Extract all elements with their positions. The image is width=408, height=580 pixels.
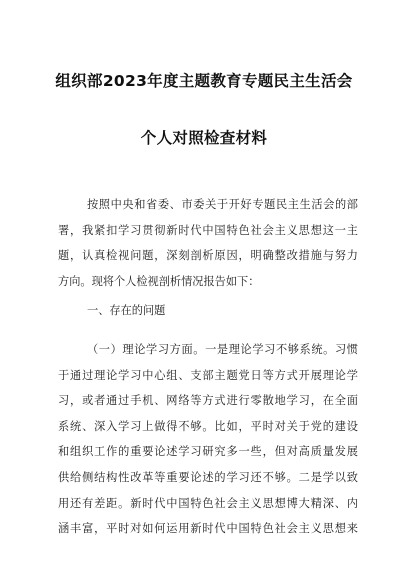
section-heading (58, 298, 358, 324)
body-line: （一）理论学习方面。一是理论学习不够系统。习惯 (87, 343, 358, 356)
intro-line: 署，我紧扣学习贯彻新时代中国特色社会主义思想这一主 (58, 223, 358, 237)
body-line: 和组织工作的重要论述学习研究多一些，但对高质量发展 (58, 445, 358, 459)
intro-paragraph (58, 192, 358, 294)
document-title-line-2: 个人对照检查材料 (140, 129, 268, 147)
section-heading-text: 一、存在的问题 (87, 304, 166, 317)
intro-line: 方向。现将个人检视剖析情况报告如下： (58, 274, 260, 288)
body-line: 用还有差距。新时代中国特色社会主义思想博大精深、内 (58, 496, 358, 510)
body-line: 于通过理论学习中心组、支部主题党日等方式开展理论学 (58, 368, 358, 382)
intro-line: 按照中央和省委、市委关于开好专题民主生活会的部 (87, 198, 358, 211)
intro-line: 题，认真检视问题，深刻剖析原因，明确整改措施与努力 (58, 249, 358, 263)
document-title-line-1: 组织部2023年度主题教育专题民主生活会 (55, 72, 353, 90)
section-body-paragraph (58, 337, 358, 542)
body-line: 供给侧结构性改革等重要论述的学习还不够。二是学以致 (58, 470, 358, 484)
body-line: 涵丰富，平时对如何运用新时代中国特色社会主义思想来 (58, 522, 358, 536)
body-line: 系统、深入学习上做得不够。比如，平时对关于党的建设 (58, 419, 358, 433)
body-line: 习，或者通过手机、网络等方式进行零散地学习，在全面 (58, 394, 358, 408)
